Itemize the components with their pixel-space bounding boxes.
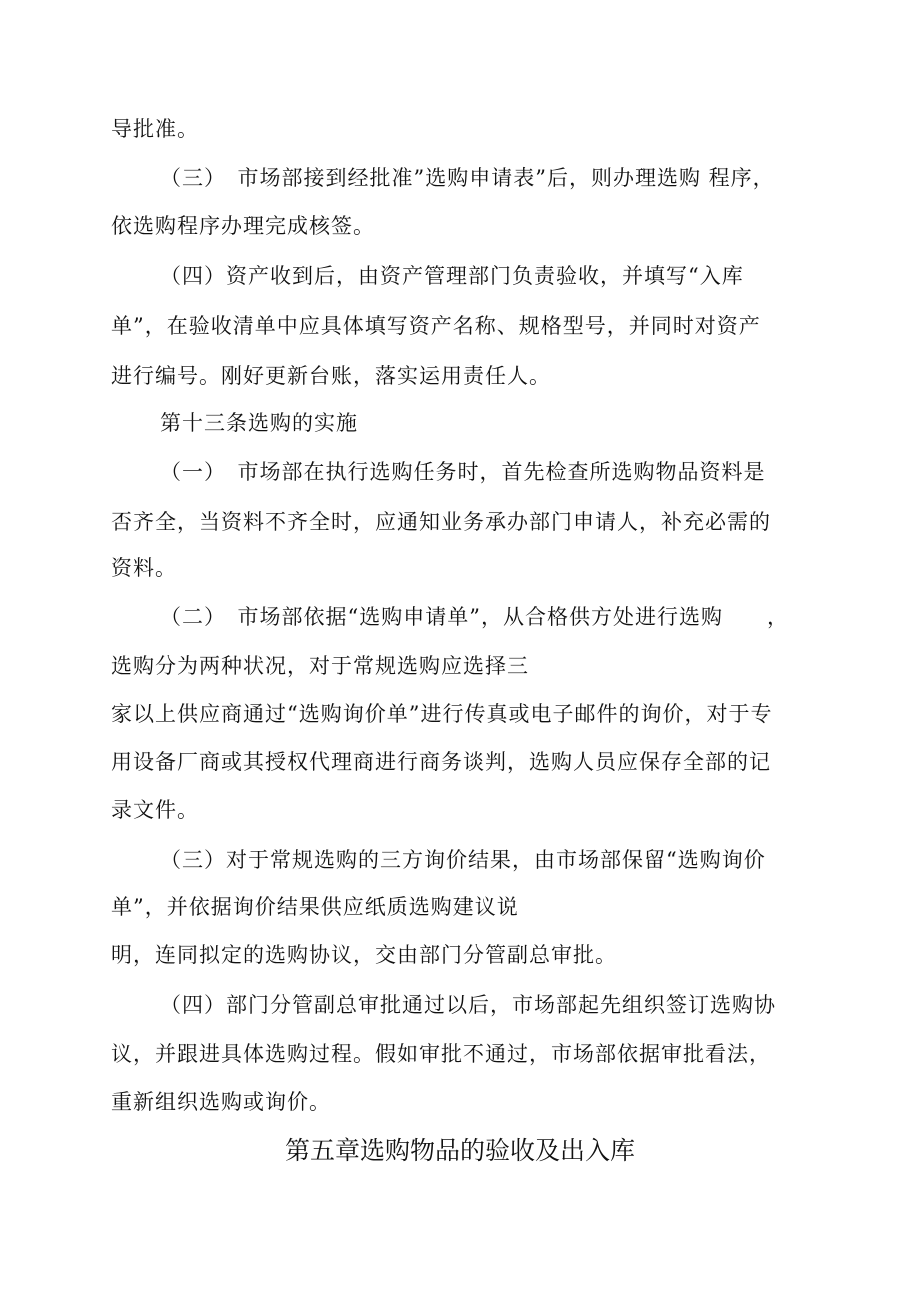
paragraph-line: （四）资产收到后，由资产管理部门负责验收，并填写“入库	[160, 264, 744, 288]
section-title: 第十三条选购的实施	[160, 411, 358, 435]
paragraph-line: 导批准。	[111, 117, 199, 141]
paragraph-line: 依选购程序办理完成核签。	[111, 214, 375, 238]
paragraph-line: 否齐全，当资料不齐全时，应通知业务承办部门申请人，补充必需的	[111, 510, 771, 534]
paragraph-line: （三） 市场部接到经批准”选购申请表”后，则办理选购 程序，	[160, 166, 775, 190]
chapter-heading: 第五章选购物品的验收及出入库	[284, 1136, 635, 1165]
paragraph-line: （四）部门分管副总审批通过以后，市场部起先组织签订选购协	[160, 993, 776, 1017]
paragraph-line: 进行编号。刚好更新台账，落实运用责任人。	[111, 364, 551, 388]
paragraph-line: 录文件。	[111, 798, 199, 822]
paragraph-line: 家以上供应商通过“选购询价单”进行传真或电子邮件的询价，对于专	[111, 702, 773, 726]
paragraph-line: 重新组织选购或询价。	[111, 1090, 331, 1114]
paragraph-line: 选购分为两种状况，对于常规选购应选择三	[111, 654, 529, 678]
paragraph-line: 用设备厂商或其授权代理商进行商务谈判，选购人员应保存全部的记	[111, 750, 771, 774]
paragraph-line: （二） 市场部依据“选购申请单”，从合格供方处进行选购 ，	[160, 605, 789, 629]
paragraph-line: （一） 市场部在执行选购任务时，首先检查所选购物品资料是	[160, 460, 766, 484]
paragraph-line: 单”，并依据询价结果供应纸质选购建议说	[111, 895, 519, 919]
paragraph-line: 单”，在验收清单中应具体填写资产名称、规格型号，并同时对资产	[111, 314, 761, 338]
paragraph-line: （三）对于常规选购的三方询价结果，由市场部保留“选购询价	[160, 848, 766, 872]
paragraph-line: 议，并跟进具体选购过程。假如审批不通过，市场部依据审批看法，	[111, 1042, 771, 1066]
paragraph-line: 明，连同拟定的选购协议，交由部门分管副总审批。	[111, 943, 617, 967]
paragraph-line: 资料。	[111, 556, 177, 580]
